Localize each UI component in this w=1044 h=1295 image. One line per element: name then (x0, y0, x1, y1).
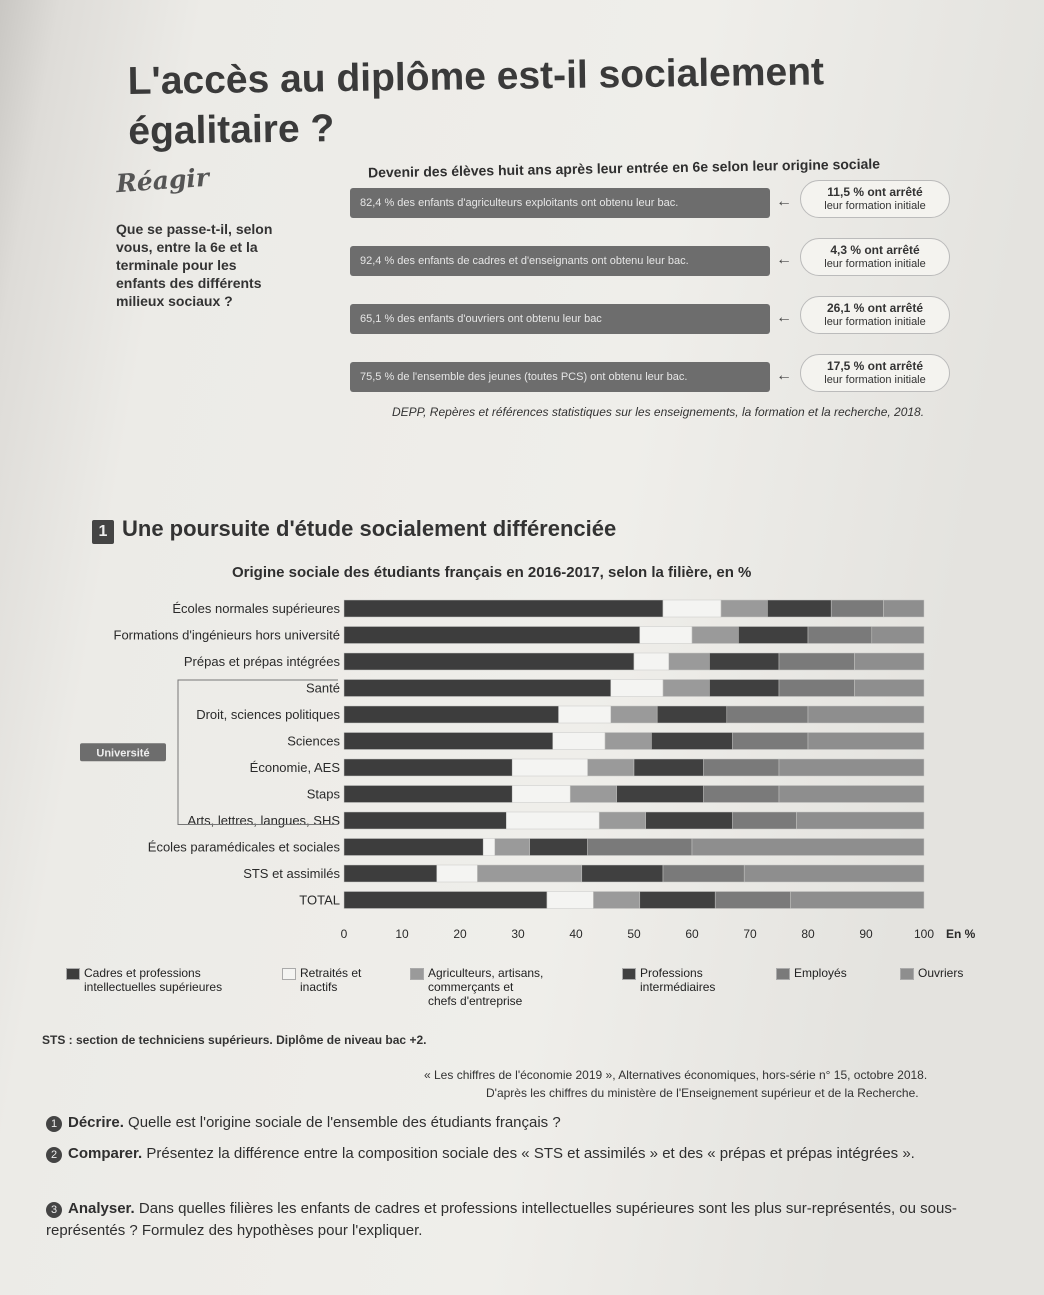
bar-segment-2 (512, 759, 587, 776)
section-number: 1 (92, 520, 114, 544)
bar-segment-5 (715, 892, 790, 909)
legend-swatch (282, 968, 296, 980)
question-2-text: Présentez la différence entre la composition sociale des « STS et assimilés » et des « prépas et prépas intégrées ». (146, 1145, 915, 1162)
bar-segment-2 (512, 786, 570, 803)
devenir-stop-text: leur formation initiale (824, 374, 926, 386)
bar-segment-2 (634, 653, 669, 670)
bar-segment-3 (599, 812, 645, 829)
bar-segment-5 (704, 786, 779, 803)
bar-segment-6 (872, 627, 924, 644)
question-3-verb: Analyser. (68, 1200, 135, 1217)
x-tick-label: 40 (569, 927, 583, 941)
bar-segment-2 (611, 680, 663, 697)
devenir-stop-text: leur formation initiale (824, 258, 926, 270)
bar-segment-6 (854, 680, 924, 697)
bar-segment-6 (883, 600, 924, 617)
question-3-text: Dans quelles filières les enfants de cadres et professions intellectuelles supérieures sont les plus sur-représentés, ou sous-représentés ? Formulez des hypothèses pour l'expliquer. (46, 1200, 957, 1239)
devenir-stop-pct: 26,1 % ont arrêté (826, 301, 924, 315)
bar-segment-2 (437, 865, 478, 882)
bar-segment-5 (663, 865, 744, 882)
legend-label: Agriculteurs, artisans, (428, 966, 544, 980)
bar-segment-2 (559, 706, 611, 723)
devenir-stop-bubble-1 (800, 180, 950, 218)
bar-segment-5 (704, 759, 779, 776)
bar-segment-2 (663, 600, 721, 617)
category-label: Staps (306, 786, 340, 802)
devenir-stop-text: leur formation initiale (824, 200, 926, 212)
bar-segment-5 (779, 653, 854, 670)
legend-swatch (410, 968, 424, 980)
bar-segment-4 (709, 680, 779, 697)
devenir-stop-pct: 11,5 % ont arrêté (827, 185, 923, 199)
reagir-label: Réagir (115, 162, 210, 199)
bar-segment-1 (344, 627, 640, 644)
legend-label: Retraités et (300, 966, 362, 980)
devenir-source: DEPP, Repères et références statistiques sur les enseignements, la formation et la recherche, 2018. (392, 405, 925, 419)
legend-item-6 (918, 966, 963, 980)
legend-item-4 (640, 966, 715, 994)
question-1-verb: Décrire. (68, 1114, 124, 1131)
bar-segment-5 (588, 839, 692, 856)
section-title: Une poursuite d'étude socialement différenciée (122, 516, 617, 541)
legend-label: Professions (640, 966, 703, 980)
bar-segment-3 (692, 627, 738, 644)
bar-segment-1 (344, 706, 559, 723)
bar-segment-4 (709, 653, 779, 670)
category-label: Sciences (287, 733, 340, 749)
x-tick-label: 50 (627, 927, 641, 941)
devenir-stop-pct: 17,5 % ont arrêté (826, 359, 924, 373)
bar-segment-5 (831, 600, 883, 617)
bar-segment-6 (808, 706, 924, 723)
question-1-number: 1 (46, 1116, 62, 1132)
legend-label: Employés (794, 966, 847, 980)
category-label: Prépas et prépas intégrées (183, 654, 340, 669)
legend-item-5 (794, 966, 847, 980)
devenir-bar-2: 92,4 % des enfants de cadres et d'enseignants ont obtenu leur bac. (350, 246, 770, 276)
question-2-verb: Comparer. (68, 1145, 143, 1162)
bar-segment-4 (634, 759, 704, 776)
x-tick-label: 60 (685, 927, 699, 941)
category-label: Droit, sciences politiques (196, 707, 340, 722)
bar-segment-4 (767, 600, 831, 617)
bar-segment-4 (738, 627, 808, 644)
question-3 (46, 1198, 1006, 1242)
legend-item-3 (428, 966, 543, 1008)
bar-segment-2 (640, 627, 692, 644)
category-label: STS et assimilés (243, 866, 340, 881)
bar-segment-3 (588, 759, 634, 776)
chart-title: Origine sociale des étudiants français en 2016-2017, selon la filière, en % (232, 564, 752, 581)
section-heading (92, 516, 616, 544)
bar-segment-1 (344, 759, 512, 776)
bar-segment-1 (344, 680, 611, 697)
x-tick-label: 100 (913, 927, 935, 941)
x-tick-label: 0 (340, 927, 348, 941)
legend-label: chefs d'entreprise (428, 994, 523, 1008)
legend-swatch (66, 968, 80, 980)
legend-label: intellectuelles supérieures (84, 980, 223, 994)
bar-segment-4 (657, 706, 727, 723)
arrow-left-icon: ← (776, 309, 792, 326)
bar-segment-3 (605, 733, 651, 750)
question-2-number: 2 (46, 1147, 62, 1163)
x-tick-label: 70 (743, 927, 757, 941)
bar-segment-1 (344, 865, 437, 882)
sts-note: STS : section de techniciens supérieurs. Diplôme de niveau bac +2. (42, 1033, 427, 1047)
devenir-stop-bubble-3 (800, 296, 950, 334)
category-label: TOTAL (299, 892, 340, 908)
devenir-stop-pct: 4,3 % ont arrêté (830, 243, 920, 257)
bar-segment-2 (506, 812, 599, 829)
category-label: Formations d'ingénieurs hors université (113, 627, 340, 643)
bar-segment-4 (640, 892, 715, 909)
bar-segment-5 (779, 680, 854, 697)
bar-segment-5 (733, 812, 797, 829)
chart-source-line1: « Les chiffres de l'économie 2019 », Alternatives économiques, hors-série n° 15, octobre 2018. (424, 1068, 928, 1082)
bar-segment-1 (344, 786, 512, 803)
arrow-left-icon: ← (776, 193, 792, 210)
bar-segment-2 (547, 892, 593, 909)
arrow-left-icon: ← (776, 251, 792, 268)
bar-segment-3 (570, 786, 616, 803)
question-1 (46, 1112, 1006, 1134)
legend-label: commerçants et (428, 980, 514, 994)
bar-segment-5 (727, 706, 808, 723)
bar-segment-5 (733, 733, 808, 750)
page-title: L'accès au diplôme est-il socialement égalitaire ? (127, 50, 825, 154)
bar-segment-3 (721, 600, 767, 617)
legend-item-2 (300, 966, 361, 994)
bar-segment-1 (344, 839, 483, 856)
legend-label: inactifs (300, 980, 338, 994)
question-2 (46, 1143, 1006, 1165)
category-label: Économie, AES (249, 760, 340, 775)
question-1-text: Quelle est l'origine sociale de l'ensemble des étudiants français ? (128, 1114, 561, 1131)
legend-swatch (776, 968, 790, 980)
universite-label: Université (96, 747, 150, 760)
legend-swatch (622, 968, 636, 980)
category-label: Écoles paramédicales et sociales (147, 839, 340, 855)
bar-segment-1 (344, 892, 547, 909)
bar-segment-4 (582, 865, 663, 882)
bar-segment-3 (611, 706, 657, 723)
category-label: Arts, lettres, langues, SHS (187, 813, 340, 828)
question-3-number: 3 (46, 1202, 62, 1218)
x-tick-label: 80 (801, 927, 815, 941)
legend-item-1 (84, 966, 222, 994)
legend-label: Ouvriers (918, 966, 964, 980)
x-tick-label: 30 (511, 927, 525, 941)
x-tick-label: 10 (395, 927, 409, 941)
chart-source-line2: D'après les chiffres du ministère de l'Enseignement supérieur et de la Recherche. (486, 1086, 919, 1100)
legend-label: Cadres et professions (84, 966, 201, 980)
category-label: Santé (306, 680, 340, 696)
devenir-stop-bubble-2 (800, 238, 950, 276)
legend-label: intermédiaires (640, 980, 716, 994)
devenir-stop-text: leur formation initiale (824, 316, 926, 328)
legend-swatch (900, 968, 914, 980)
devenir-bar-4: 75,5 % de l'ensemble des jeunes (toutes PCS) ont obtenu leur bac. (350, 362, 770, 392)
bar-segment-4 (530, 839, 588, 856)
stacked-bar-chart (0, 590, 1044, 960)
devenir-bar-1: 82,4 % des enfants d'agriculteurs exploitants ont obtenu leur bac. (350, 188, 770, 218)
bar-segment-5 (808, 627, 872, 644)
devenir-stop-bubble-4 (800, 354, 950, 392)
bar-segment-3 (477, 865, 581, 882)
bar-segment-3 (593, 892, 639, 909)
bar-segment-1 (344, 733, 553, 750)
bar-segment-6 (779, 759, 924, 776)
bar-segment-3 (495, 839, 530, 856)
bar-segment-6 (791, 892, 924, 909)
bar-segment-6 (744, 865, 924, 882)
bar-segment-6 (854, 653, 924, 670)
bar-segment-4 (617, 786, 704, 803)
bar-segment-2 (553, 733, 605, 750)
arrow-left-icon: ← (776, 367, 792, 384)
universite-bracket (178, 680, 338, 825)
bar-segment-3 (669, 653, 710, 670)
devenir-title: Devenir des élèves huit ans après leur entrée en 6e selon leur origine sociale (367, 155, 881, 181)
bar-segment-1 (344, 812, 506, 829)
bar-segment-4 (651, 733, 732, 750)
bar-segment-4 (646, 812, 733, 829)
bar-segment-3 (663, 680, 709, 697)
bar-segment-2 (483, 839, 495, 856)
bar-segment-1 (344, 600, 663, 617)
bar-segment-6 (692, 839, 924, 856)
bar-segment-1 (344, 653, 634, 670)
reagir-question: Que se passe-t-il, selon vous, entre la 6e et la terminale pour les enfants des différents milieux sociaux ? (116, 221, 273, 309)
bar-segment-6 (808, 733, 924, 750)
bar-segment-6 (796, 812, 924, 829)
devenir-bar-3: 65,1 % des enfants d'ouvriers ont obtenu leur bac (350, 304, 770, 334)
category-label: Écoles normales supérieures (172, 601, 340, 616)
bar-segment-6 (779, 786, 924, 803)
x-tick-label: 20 (453, 927, 467, 941)
x-tick-label: 90 (859, 927, 873, 941)
x-unit-label: En % (946, 927, 976, 941)
